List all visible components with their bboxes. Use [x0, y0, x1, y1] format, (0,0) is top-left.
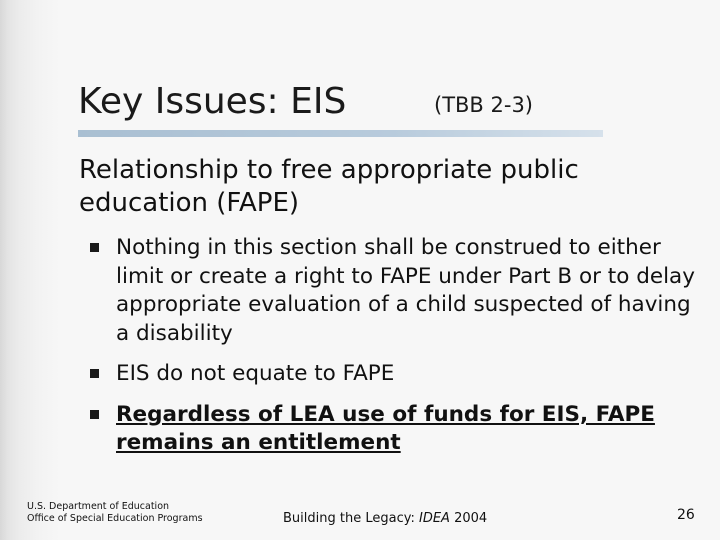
footer-tagline — [283, 511, 487, 527]
intro-text: Relationship to free appropriate public education (FAPE) — [79, 155, 579, 218]
square-bullet-icon — [90, 243, 99, 252]
page-number: 26 — [677, 507, 695, 523]
footer-department-line1: U.S. Department of Education — [27, 501, 170, 512]
footer-tagline-italic: IDEA — [418, 511, 450, 526]
slide-title: Key Issues: EIS — [78, 81, 347, 122]
bullet-item — [90, 360, 700, 389]
footer-tagline-prefix: Building the Legacy: — [283, 511, 419, 526]
bullet-list — [90, 234, 700, 458]
bullet-item — [90, 401, 700, 458]
bullet-text: Nothing in this section shall be construed to either limit or create a right to FAPE under Part B or to delay appropriate evaluation of a child suspected of having a disability — [116, 235, 695, 346]
square-bullet-icon — [90, 369, 99, 378]
footer-department-line2: Office of Special Education Programs — [27, 513, 203, 524]
title-underline-rule — [78, 130, 603, 137]
bullet-text: EIS do not equate to FAPE — [116, 361, 395, 386]
bullet-item — [90, 234, 700, 348]
square-bullet-icon — [90, 410, 99, 419]
title-row — [78, 80, 678, 124]
footer-department — [27, 501, 203, 525]
title-reference: (TBB 2-3) — [434, 93, 534, 117]
footer-tagline-suffix: 2004 — [449, 511, 488, 526]
bullet-text-emphasis: Regardless of LEA use of funds for EIS, FAPE remains an entitlement — [116, 401, 655, 455]
